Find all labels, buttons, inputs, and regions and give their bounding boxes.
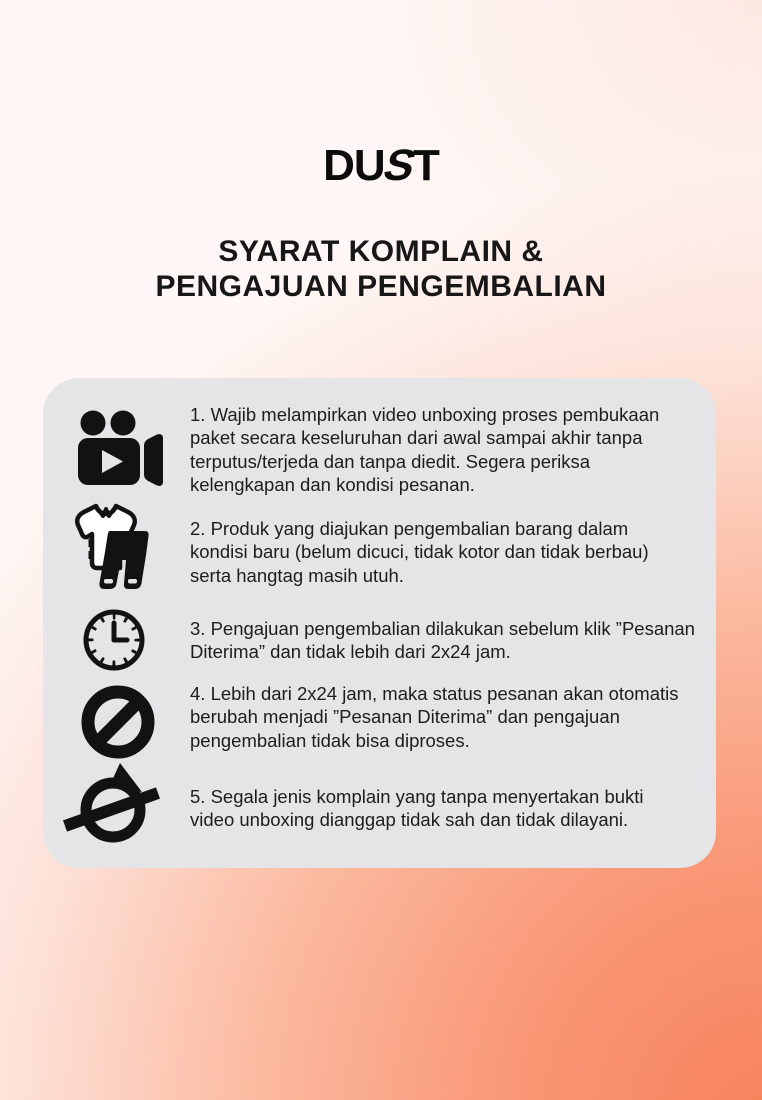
clock-icon [82, 608, 146, 677]
video-camera-icon [78, 410, 163, 492]
term-item-2: 2. Produk yang diajukan pengembalian barang dalam kondisi baru (belum dicuci, tidak kotor dan tidak berbau) serta hangtag masih utuh. [190, 518, 649, 586]
term-item-1: 1. Wajib melampirkan video unboxing proses pembukaan paket secara keseluruhan dari awal sampai akhir tanpa terputus/terjeda dan tanpa diedit. Segera periksa kelengkapan dan kondisi pesanan. [190, 404, 660, 496]
title-line-1: SYARAT KOMPLAIN & [218, 235, 544, 268]
logo-stylized-s: S [377, 141, 421, 190]
clothes-icon [73, 503, 151, 597]
brand-logo [0, 141, 762, 190]
page-title [0, 234, 762, 304]
terms-card [43, 378, 716, 868]
logo-part-t: T [413, 141, 439, 190]
prohibited-icon [78, 685, 158, 764]
logo-part-du: DU [323, 141, 385, 190]
title-line-2: PENGAJUAN PENGEMBALIAN [155, 270, 607, 303]
term-item-3: 3. Pengajuan pengembalian dilakukan sebelum klik ”Pesanan Diterima” dan tidak lebih dari 2x24 jam. [190, 618, 695, 663]
no-return-icon [63, 763, 160, 848]
term-item-4: 4. Lebih dari 2x24 jam, maka status pesanan akan otomatis berubah menjadi ”Pesanan Diterima” dan pengajuan pengembalian tidak bisa diproses. [190, 683, 679, 751]
term-item-5: 5. Segala jenis komplain yang tanpa menyertakan bukti video unboxing dianggap tidak sah dan tidak dilayani. [190, 786, 644, 831]
